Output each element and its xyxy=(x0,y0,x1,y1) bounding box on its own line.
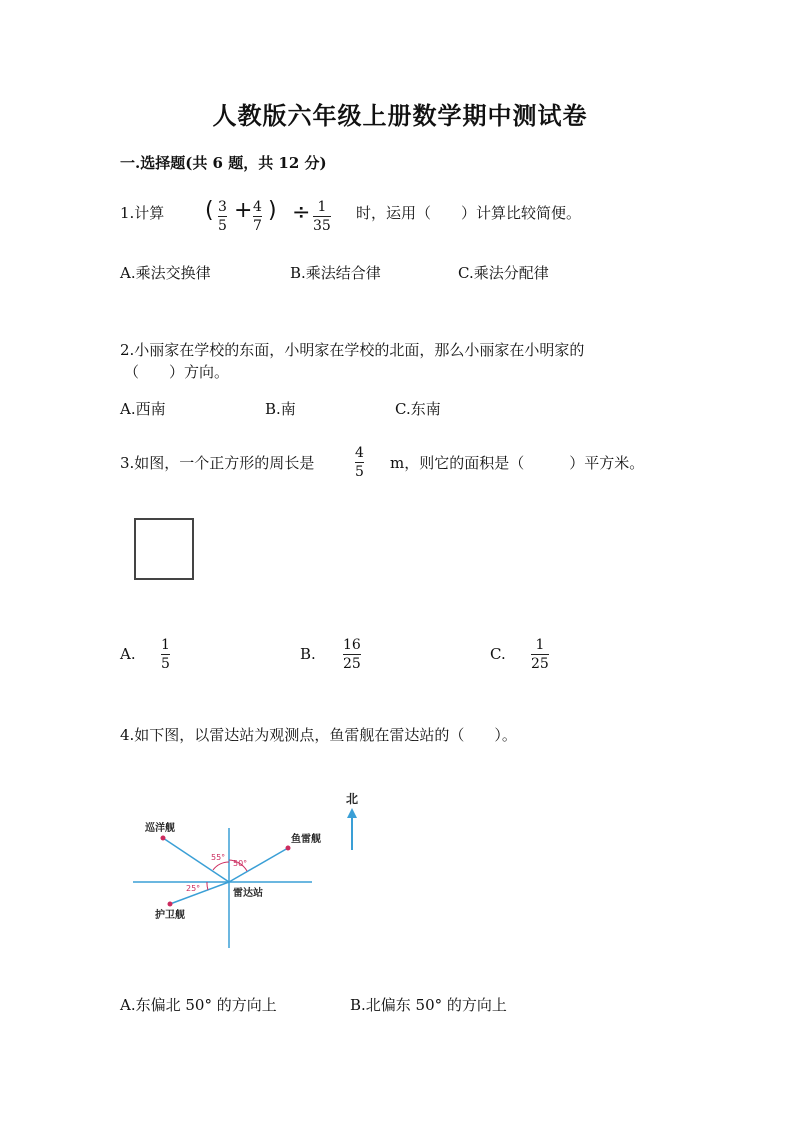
q1-frac-2-num: 4 xyxy=(253,199,262,215)
q1-frac-3-num: 1 xyxy=(317,199,327,215)
q3-option-c-label[interactable]: C. xyxy=(490,645,506,663)
q3-option-a-num: 1 xyxy=(161,637,170,653)
label-cruiser: 巡洋舰 xyxy=(145,823,175,834)
q3-suffix: m，则它的面积是（ ）平方米。 xyxy=(390,454,645,472)
q3-option-b-den: 25 xyxy=(343,656,361,672)
north-arrow-head xyxy=(347,808,357,818)
q3-option-c-num: 1 xyxy=(535,637,545,653)
label-torpedo: 鱼雷舰 xyxy=(291,834,321,845)
q4-option-b[interactable]: B.北偏东 50° 的方向上 xyxy=(350,996,507,1014)
q2-line-2: （ ）方向。 xyxy=(124,363,230,381)
q1-option-c[interactable]: C.乘法分配律 xyxy=(458,264,549,282)
q2-line-1: 2.小丽家在学校的东面，小明家在学校的北面，那么小丽家在小明家的 xyxy=(120,341,585,359)
angle-arc-25 xyxy=(207,882,208,890)
q1-frac-1-den: 5 xyxy=(218,218,227,234)
q1-prefix: 1.计算 xyxy=(120,204,165,222)
q4-option-a[interactable]: A.东偏北 50° 的方向上 xyxy=(120,996,277,1014)
q3-option-c-den: 25 xyxy=(531,656,549,672)
q3-frac-num: 4 xyxy=(355,445,364,461)
q3-option-b-label[interactable]: B. xyxy=(300,645,316,663)
q1-option-b[interactable]: B.乘法结合律 xyxy=(290,264,381,282)
section-heading: 一.选择题(共 6 题，共 12 分) xyxy=(120,154,327,172)
label-angle-55: 55° xyxy=(211,853,226,862)
q1-option-a[interactable]: A.乘法交换律 xyxy=(120,264,211,282)
q2-option-c[interactable]: C.东南 xyxy=(395,400,441,418)
q1-frac-1-num: 3 xyxy=(218,199,227,215)
q4-text: 4.如下图，以雷达站为观测点，鱼雷舰在雷达站的（ ）。 xyxy=(120,726,517,744)
q3-frac-den: 5 xyxy=(355,464,364,480)
page-title: 人教版六年级上册数学期中测试卷 xyxy=(212,101,588,130)
label-escort: 护卫舰 xyxy=(155,910,185,921)
label-angle-25: 25° xyxy=(186,884,201,893)
angle-arc-55 xyxy=(213,862,229,870)
q2-option-b[interactable]: B.南 xyxy=(265,400,296,418)
q1-frac-2-den: 7 xyxy=(253,218,262,234)
q2-option-a[interactable]: A.西南 xyxy=(120,400,166,418)
label-radar: 雷达站 xyxy=(233,888,263,899)
q1-divide: ÷ xyxy=(292,200,311,225)
q1-suffix: 时，运用（ ）计算比较简便。 xyxy=(356,204,582,222)
q3-option-a-label[interactable]: A. xyxy=(120,645,136,663)
q3-prefix: 3.如图，一个正方形的周长是 xyxy=(120,454,315,472)
q1-plus: + xyxy=(234,198,253,223)
q3-option-a-den: 5 xyxy=(161,656,170,672)
label-angle-50: 50° xyxy=(233,859,248,868)
point-cruiser xyxy=(161,836,166,841)
point-escort xyxy=(168,902,173,907)
q1-rparen: ) xyxy=(268,198,277,223)
q1-lparen: ( xyxy=(205,198,214,223)
q1-frac-3-den: 35 xyxy=(313,218,331,234)
q3-option-b-num: 16 xyxy=(343,637,361,653)
point-torpedo xyxy=(286,846,291,851)
north-label: 北 xyxy=(346,792,359,806)
